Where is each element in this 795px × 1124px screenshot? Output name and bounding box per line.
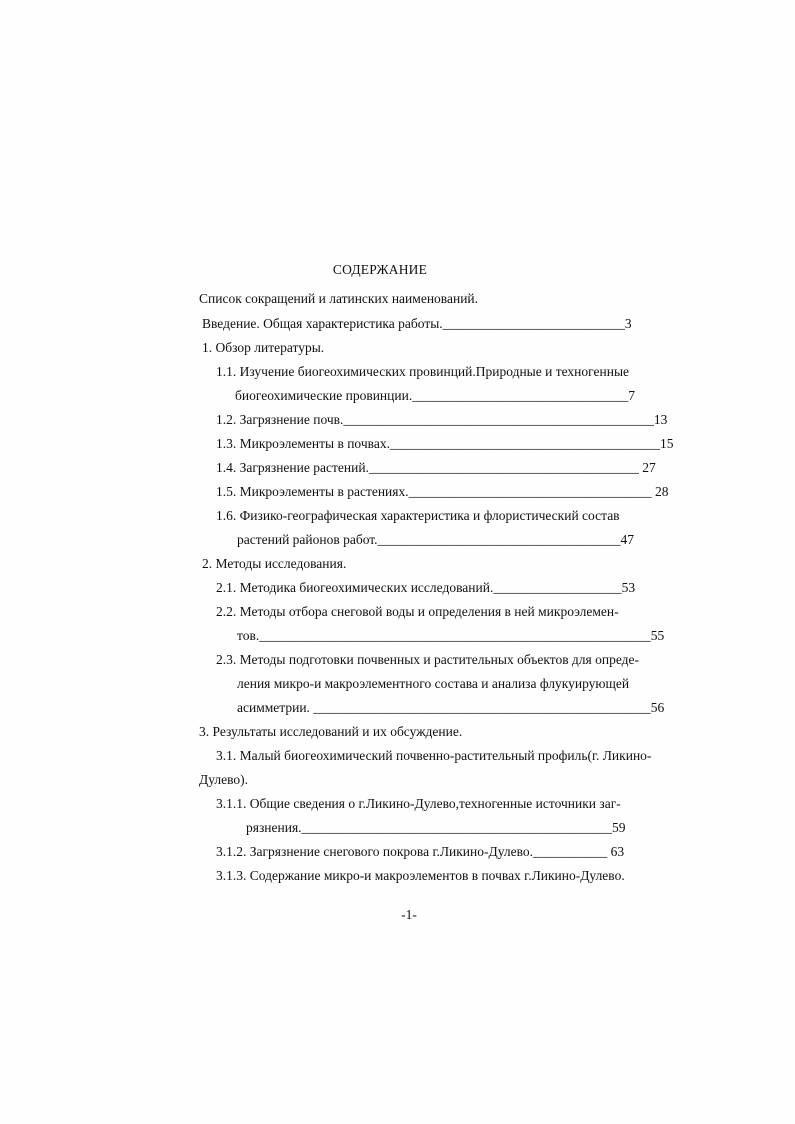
toc-entry-1-3: 1.3. Микроэлементы в почвах.________________________________________15 (216, 436, 674, 451)
toc-entry-1-6-cont: растений районов работ.____________________________________47 (237, 532, 635, 547)
toc-entry-1-1: 1.1. Изучение биогеохимических провинций.Природные и техногенные (216, 364, 630, 379)
toc-entry-2-3: 2.3. Методы подготовки почвенных и растительных объектов для опреде- (216, 652, 640, 667)
toc-entry-3-1-2: 3.1.2. Загрязнение снегового покрова г.Ликино-Дулево.___________ 63 (216, 844, 625, 859)
toc-entry-3-1: 3.1. Малый биогеохимический почвенно-растительный профиль(г. Ликино- (216, 748, 652, 763)
page-number: -1- (401, 907, 417, 922)
toc-entry-abbreviations: Список сокращений и латинских наименований. (199, 291, 479, 306)
toc-entry-chapter-3: 3. Результаты исследований и их обсуждение. (199, 724, 463, 739)
toc-entry-1-5: 1.5. Микроэлементы в растениях.____________________________________ 28 (216, 484, 669, 499)
toc-entry-2-2-cont: тов.__________________________________________________________55 (237, 628, 665, 643)
toc-entry-1-4: 1.4. Загрязнение растений.________________________________________ 27 (216, 460, 656, 475)
toc-entry-3-1-1: 3.1.1. Общие сведения о г.Ликино-Дулево,техногенные источники заг- (216, 796, 621, 811)
page-title: СОДЕРЖАНИЕ (332, 262, 428, 277)
toc-entry-1-6: 1.6. Физико-географическая характеристика и флористический состав (216, 508, 620, 523)
toc-entry-1-2: 1.2. Загрязнение почв.______________________________________________13 (216, 412, 668, 427)
toc-entry-3-1-cont: Дулево). (199, 772, 248, 787)
toc-entry-3-1-1-cont: рязнения.______________________________________________59 (246, 820, 626, 835)
toc-entry-1-1-cont: биогеохимические провинции.________________________________7 (235, 388, 635, 403)
toc-entry-2-3-cont-2: асимметрии. __________________________________________________56 (237, 700, 665, 715)
toc-entry-2-1: 2.1. Методика биогеохимических исследований.___________________53 (216, 580, 636, 595)
toc-entry-2-3-cont-1: ления микро-и макроэлементного состава и анализа флукуирующей (237, 676, 630, 691)
toc-entry-2-2: 2.2. Методы отбора снеговой воды и определения в ней микроэлемен- (216, 604, 619, 619)
toc-entry-chapter-2: 2. Методы исследования. (202, 556, 347, 571)
toc-entry-introduction: Введение. Общая характеристика работы.___________________________3 (202, 316, 632, 331)
toc-entry-chapter-1: 1. Обзор литературы. (202, 340, 325, 355)
toc-entry-3-1-3: 3.1.3. Содержание микро-и макроэлементов в почвах г.Ликино-Дулево. (216, 868, 625, 883)
